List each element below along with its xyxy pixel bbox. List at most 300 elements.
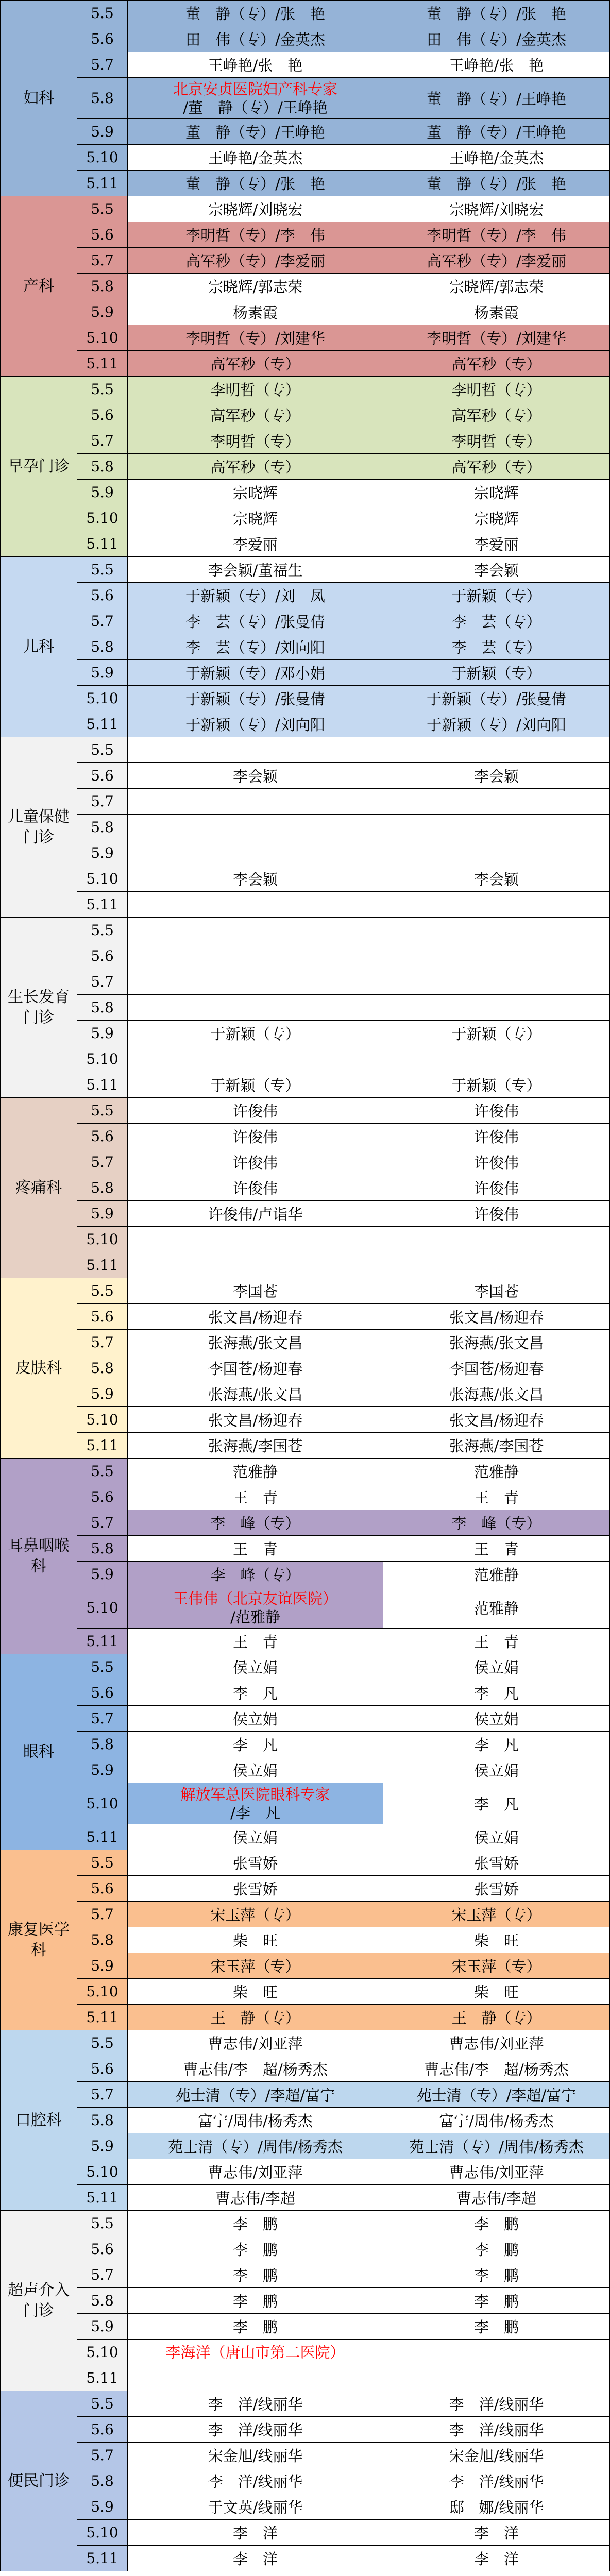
schedule-row [77, 763, 609, 789]
department-name: 康复医学科 [1, 1850, 77, 2030]
schedule-row [77, 737, 609, 763]
morning-cell: 王峥艳/张 艳 [128, 52, 383, 77]
morning-cell: 许俊伟/卢诣华 [128, 1201, 383, 1226]
morning-cell: 李 芸（专）/张曼倩 [128, 608, 383, 634]
date-cell: 5.8 [77, 1536, 128, 1561]
schedule-row [77, 1433, 609, 1459]
department-block [1, 196, 609, 377]
morning-cell: 李 峰（专） [128, 1510, 383, 1535]
morning-cell: 曹志伟/李超 [128, 2185, 383, 2210]
morning-cell: 宋金旭/线丽华 [128, 2443, 383, 2468]
schedule-row [77, 1304, 609, 1330]
schedule-row [77, 52, 609, 78]
morning-cell: 李 洋/线丽华 [128, 2417, 383, 2442]
afternoon-cell: 许俊伟 [383, 1175, 609, 1200]
afternoon-cell: 张雪娇 [383, 1876, 609, 1901]
date-cell: 5.10 [77, 1979, 128, 2004]
date-cell: 5.8 [77, 995, 128, 1020]
department-block [1, 1, 609, 196]
afternoon-cell: 宗晓辉 [383, 505, 609, 531]
date-cell: 5.5 [77, 377, 128, 402]
date-cell: 5.7 [77, 789, 128, 814]
afternoon-cell: 李明哲（专）/李 伟 [383, 222, 609, 247]
afternoon-cell: 董 静（专）/王峥艳 [383, 78, 609, 118]
afternoon-cell: 曹志伟/李 超/杨秀杰 [383, 2056, 609, 2081]
date-cell: 5.6 [77, 2056, 128, 2081]
date-cell: 5.6 [77, 1124, 128, 1149]
morning-cell: 于新颖（专）/刘 凤 [128, 583, 383, 608]
schedule-row [77, 26, 609, 52]
schedule-row [77, 222, 609, 248]
department-block [1, 737, 609, 918]
afternoon-cell: 范雅静 [383, 1562, 609, 1587]
schedule-row [77, 1824, 609, 1850]
afternoon-cell [383, 789, 609, 814]
department-block [1, 1098, 609, 1278]
date-cell: 5.10 [77, 686, 128, 711]
schedule-row [77, 1510, 609, 1536]
schedule-row [77, 1278, 609, 1304]
date-cell: 5.7 [77, 2443, 128, 2468]
afternoon-cell: 苑士清（专）/周伟/杨秀杰 [383, 2133, 609, 2159]
schedule-row [77, 2159, 609, 2185]
date-cell: 5.7 [77, 248, 128, 273]
date-cell: 5.5 [77, 1278, 128, 1303]
morning-cell [128, 737, 383, 762]
morning-cell: 李 鹏 [128, 2314, 383, 2339]
afternoon-cell: 侯立娟 [383, 1757, 609, 1783]
afternoon-cell [383, 1046, 609, 1072]
afternoon-cell: 曹志伟/刘亚萍 [383, 2159, 609, 2184]
schedule-row [77, 1680, 609, 1706]
morning-cell: 侯立娟 [128, 1824, 383, 1850]
schedule-row [77, 866, 609, 892]
morning-cell: 侯立娟 [128, 1757, 383, 1783]
date-cell: 5.9 [77, 2314, 128, 2339]
department-name: 妇科 [1, 1, 77, 196]
date-cell: 5.10 [77, 325, 128, 350]
morning-cell: 李 洋/线丽华 [128, 2391, 383, 2416]
department-rows [77, 1278, 609, 1459]
schedule-row [77, 1850, 609, 1876]
morning-cell [128, 892, 383, 917]
department-block [1, 1278, 609, 1459]
schedule-row [77, 299, 609, 325]
date-cell: 5.6 [77, 222, 128, 247]
morning-cell: 许俊伟 [128, 1098, 383, 1123]
morning-cell [128, 918, 383, 943]
morning-cell: 侯立娟 [128, 1706, 383, 1731]
schedule-row [77, 428, 609, 454]
morning-cell: 于文英/线丽华 [128, 2494, 383, 2519]
afternoon-cell: 宋玉萍（专） [383, 1902, 609, 1927]
department-name: 儿童保健门诊 [1, 737, 77, 918]
morning-cell: 许俊伟 [128, 1175, 383, 1200]
morning-cell: 张雪娇 [128, 1850, 383, 1875]
visiting-expert-line: 北京安贞医院妇产科专家 [173, 80, 337, 98]
date-cell: 5.7 [77, 428, 128, 453]
schedule-row [77, 1381, 609, 1407]
afternoon-cell: 许俊伟 [383, 1201, 609, 1226]
schedule-row [77, 2262, 609, 2288]
afternoon-cell: 李明哲（专） [383, 428, 609, 453]
morning-cell: 苑士清（专）/李超/富宁 [128, 2082, 383, 2107]
schedule-row [77, 789, 609, 815]
department-name: 皮肤科 [1, 1278, 77, 1459]
morning-cell: 富宁/周伟/杨秀杰 [128, 2108, 383, 2133]
schedule-row [77, 2546, 609, 2571]
date-cell: 5.8 [77, 454, 128, 479]
morning-cell: 宋玉萍（专） [128, 1902, 383, 1927]
department-name: 眼科 [1, 1654, 77, 1850]
morning-cell: 王 青 [128, 1484, 383, 1510]
afternoon-cell: 张海燕/张文昌 [383, 1381, 609, 1406]
afternoon-cell: 曹志伟/刘亚萍 [383, 2030, 609, 2056]
morning-cell: 王 青 [128, 1629, 383, 1654]
schedule-row [77, 1536, 609, 1562]
date-cell: 5.11 [77, 531, 128, 556]
department-rows [77, 737, 609, 918]
schedule-row [77, 583, 609, 608]
date-cell: 5.8 [77, 2288, 128, 2313]
morning-cell: 柴 旺 [128, 1979, 383, 2004]
date-cell: 5.9 [77, 1757, 128, 1783]
schedule-row [77, 1098, 609, 1124]
afternoon-cell: 李 洋 [383, 2520, 609, 2545]
afternoon-cell: 李 鹏 [383, 2288, 609, 2313]
morning-cell: 田 伟（专）/金英杰 [128, 26, 383, 52]
schedule-row [77, 2314, 609, 2340]
department-rows [77, 1654, 609, 1850]
afternoon-cell: 曹志伟/李超 [383, 2185, 609, 2210]
afternoon-cell: 于新颖（专）/刘向阳 [383, 711, 609, 737]
department-block [1, 1459, 609, 1654]
morning-cell: 李国苍 [128, 1278, 383, 1303]
date-cell: 5.5 [77, 2030, 128, 2056]
afternoon-cell: 侯立娟 [383, 1706, 609, 1731]
date-cell: 5.6 [77, 26, 128, 52]
schedule-row [77, 454, 609, 480]
morning-cell: 许俊伟 [128, 1124, 383, 1149]
afternoon-cell: 宋玉萍（专） [383, 1953, 609, 1978]
schedule-row [77, 171, 609, 196]
date-cell: 5.5 [77, 1098, 128, 1123]
cell-line: /董 静（专）/王峥艳 [183, 98, 328, 116]
morning-cell: 李会颖 [128, 763, 383, 788]
afternoon-cell: 于新颖（专） [383, 583, 609, 608]
date-cell: 5.10 [77, 1046, 128, 1072]
department-name: 生长发育门诊 [1, 918, 77, 1098]
afternoon-cell: 李会颖 [383, 763, 609, 788]
afternoon-cell: 富宁/周伟/杨秀杰 [383, 2108, 609, 2133]
afternoon-cell: 宋金旭/线丽华 [383, 2443, 609, 2468]
morning-cell: 曹志伟/刘亚萍 [128, 2030, 383, 2056]
morning-cell: 于新颖（专）/张曼倩 [128, 686, 383, 711]
department-block [1, 1850, 609, 2030]
schedule-row [77, 351, 609, 377]
department-rows [77, 918, 609, 1098]
morning-cell: 曹志伟/刘亚萍 [128, 2159, 383, 2184]
schedule-row [77, 2185, 609, 2211]
date-cell: 5.6 [77, 1304, 128, 1329]
visiting-expert-line: 李海洋（唐山市第二医院） [165, 2343, 345, 2361]
date-cell: 5.5 [77, 737, 128, 762]
morning-cell [128, 943, 383, 969]
schedule-row [77, 1149, 609, 1175]
morning-cell: 李会颖 [128, 866, 383, 891]
afternoon-cell: 高军秒（专） [383, 454, 609, 479]
afternoon-cell: 李会颖 [383, 557, 609, 582]
department-rows [77, 196, 609, 377]
afternoon-cell: 李 凡 [383, 1732, 609, 1757]
morning-cell: 柴 旺 [128, 1927, 383, 1953]
date-cell: 5.5 [77, 196, 128, 222]
morning-cell: 王 静（专） [128, 2005, 383, 2030]
schedule-row [77, 1706, 609, 1732]
morning-cell: 李 芸（专）/刘向阳 [128, 634, 383, 659]
afternoon-cell: 李 洋/线丽华 [383, 2391, 609, 2416]
morning-cell: 董 静（专）/张 艳 [128, 171, 383, 196]
morning-cell: 董 静（专）/王峥艳 [128, 119, 383, 144]
afternoon-cell: 柴 旺 [383, 1927, 609, 1953]
morning-cell: 李 凡 [128, 1680, 383, 1705]
morning-cell: 王 青 [128, 1536, 383, 1561]
date-cell: 5.11 [77, 1433, 128, 1458]
department-rows [77, 1459, 609, 1654]
schedule-row [77, 1124, 609, 1149]
morning-cell: 李明哲（专）/刘建华 [128, 325, 383, 350]
morning-cell: 于新颖（专）/刘向阳 [128, 711, 383, 737]
department-block [1, 1654, 609, 1850]
schedule-row [77, 402, 609, 428]
schedule-row [77, 119, 609, 145]
afternoon-cell: 李 芸（专） [383, 634, 609, 659]
schedule-row [77, 1072, 609, 1098]
schedule-row [77, 1330, 609, 1355]
date-cell: 5.9 [77, 1953, 128, 1978]
morning-cell: 苑士清（专）/周伟/杨秀杰 [128, 2133, 383, 2159]
morning-cell: 张雪娇 [128, 1876, 383, 1901]
date-cell: 5.7 [77, 2262, 128, 2287]
schedule-row [77, 145, 609, 171]
afternoon-cell: 董 静（专）/张 艳 [383, 1, 609, 26]
afternoon-cell [383, 969, 609, 994]
schedule-row [77, 686, 609, 711]
morning-cell: 侯立娟 [128, 1654, 383, 1680]
department-name: 便民门诊 [1, 2391, 77, 2571]
schedule-row [77, 918, 609, 943]
morning-cell: 张海燕/张文昌 [128, 1330, 383, 1355]
morning-cell: 李 鹏 [128, 2262, 383, 2287]
date-cell: 5.10 [77, 1783, 128, 1824]
date-cell: 5.8 [77, 274, 128, 299]
morning-cell: 李 鹏 [128, 2211, 383, 2236]
afternoon-cell: 王峥艳/金英杰 [383, 145, 609, 170]
morning-cell: 宗晓辉 [128, 480, 383, 505]
morning-cell: 李 洋 [128, 2546, 383, 2571]
department-rows [77, 1098, 609, 1278]
afternoon-cell: 李 凡 [383, 1783, 609, 1824]
date-cell: 5.9 [77, 1381, 128, 1406]
schedule-row [77, 1757, 609, 1783]
department-name: 儿科 [1, 557, 77, 737]
afternoon-cell [383, 918, 609, 943]
afternoon-cell: 田 伟（专）/金英杰 [383, 26, 609, 52]
morning-cell: 许俊伟 [128, 1149, 383, 1175]
morning-cell: 李会颖/董福生 [128, 557, 383, 582]
date-cell: 5.10 [77, 2520, 128, 2545]
department-rows [77, 2030, 609, 2211]
visiting-expert-line: 王伟伟（北京友谊医院） [173, 1589, 337, 1607]
date-cell: 5.10 [77, 505, 128, 531]
afternoon-cell: 许俊伟 [383, 1124, 609, 1149]
schedule-row [77, 815, 609, 840]
schedule-row [77, 377, 609, 402]
afternoon-cell [383, 815, 609, 840]
schedule-row [77, 1953, 609, 1979]
afternoon-cell: 高军秒（专） [383, 351, 609, 376]
morning-cell: 张文昌/杨迎春 [128, 1304, 383, 1329]
schedule-row [77, 840, 609, 866]
schedule-row [77, 325, 609, 351]
date-cell: 5.6 [77, 1876, 128, 1901]
date-cell: 5.8 [77, 2108, 128, 2133]
morning-cell: 李爱丽 [128, 531, 383, 556]
date-cell: 5.8 [77, 78, 128, 118]
date-cell: 5.9 [77, 1021, 128, 1046]
department-rows [77, 557, 609, 737]
schedule-row [77, 711, 609, 737]
date-cell: 5.8 [77, 2468, 128, 2494]
afternoon-cell: 高军秒（专） [383, 402, 609, 428]
schedule-row [77, 1902, 609, 1927]
date-cell: 5.7 [77, 1706, 128, 1731]
schedule-row [77, 2211, 609, 2236]
date-cell: 5.8 [77, 634, 128, 659]
date-cell: 5.9 [77, 480, 128, 505]
schedule-row [77, 1587, 609, 1629]
afternoon-cell: 侯立娟 [383, 1824, 609, 1850]
date-cell: 5.8 [77, 1355, 128, 1381]
afternoon-cell: 张雪娇 [383, 1850, 609, 1875]
schedule-row [77, 505, 609, 531]
morning-cell [128, 995, 383, 1020]
afternoon-cell: 董 静（专）/张 艳 [383, 171, 609, 196]
department-name: 超声介入门诊 [1, 2211, 77, 2391]
afternoon-cell: 高军秒（专）/李爱丽 [383, 248, 609, 273]
morning-cell: 张海燕/张文昌 [128, 1381, 383, 1406]
morning-cell: 董 静（专）/张 艳 [128, 1, 383, 26]
afternoon-cell: 张海燕/李国苍 [383, 1433, 609, 1458]
morning-cell: 于新颖（专） [128, 1072, 383, 1097]
afternoon-cell: 王 青 [383, 1536, 609, 1561]
date-cell: 5.6 [77, 402, 128, 428]
morning-cell: 杨素霞 [128, 299, 383, 325]
department-name: 口腔科 [1, 2030, 77, 2211]
schedule-row [77, 2236, 609, 2262]
afternoon-cell [383, 1227, 609, 1252]
department-block [1, 2030, 609, 2211]
date-cell: 5.11 [77, 351, 128, 376]
date-cell: 5.6 [77, 2417, 128, 2442]
department-rows [77, 1, 609, 196]
date-cell: 5.11 [77, 1252, 128, 1278]
schedule-row [77, 1732, 609, 1757]
footnote [0, 2571, 610, 2576]
schedule-row [77, 943, 609, 969]
morning-cell: 李明哲（专） [128, 377, 383, 402]
date-cell: 5.10 [77, 2340, 128, 2365]
department-block [1, 377, 609, 557]
afternoon-cell [383, 2340, 609, 2365]
date-cell: 5.6 [77, 763, 128, 788]
afternoon-cell: 范雅静 [383, 1587, 609, 1628]
afternoon-cell: 张海燕/张文昌 [383, 1330, 609, 1355]
afternoon-cell [383, 2365, 609, 2391]
afternoon-cell: 李 鹏 [383, 2314, 609, 2339]
morning-cell [128, 1587, 383, 1628]
morning-cell: 高军秒（专） [128, 351, 383, 376]
afternoon-cell: 李爱丽 [383, 531, 609, 556]
morning-cell: 曹志伟/李 超/杨秀杰 [128, 2056, 383, 2081]
morning-cell: 李明哲（专）/李 伟 [128, 222, 383, 247]
date-cell: 5.11 [77, 2365, 128, 2391]
date-cell: 5.11 [77, 711, 128, 737]
morning-cell: 张海燕/李国苍 [128, 1433, 383, 1458]
schedule-row [77, 1175, 609, 1201]
date-cell: 5.7 [77, 2082, 128, 2107]
date-cell: 5.6 [77, 2236, 128, 2262]
morning-cell [128, 2365, 383, 2391]
date-cell: 5.9 [77, 840, 128, 866]
date-cell: 5.8 [77, 815, 128, 840]
afternoon-cell: 李 洋/线丽华 [383, 2468, 609, 2494]
date-cell: 5.5 [77, 1850, 128, 1875]
morning-cell: 于新颖（专） [128, 1021, 383, 1046]
afternoon-cell: 王 青 [383, 1484, 609, 1510]
schedule-row [77, 1227, 609, 1252]
afternoon-cell: 于新颖（专） [383, 1021, 609, 1046]
date-cell: 5.9 [77, 660, 128, 685]
morning-cell: 李 鹏 [128, 2288, 383, 2313]
morning-cell: 李明哲（专） [128, 428, 383, 453]
date-cell: 5.11 [77, 2546, 128, 2571]
date-cell: 5.10 [77, 145, 128, 170]
morning-cell [128, 840, 383, 866]
schedule-row [77, 892, 609, 918]
schedule-row [77, 634, 609, 660]
schedule-row [77, 2520, 609, 2546]
date-cell: 5.10 [77, 1407, 128, 1432]
schedule-row [77, 78, 609, 119]
date-cell: 5.10 [77, 866, 128, 891]
afternoon-cell: 柴 旺 [383, 1979, 609, 2004]
afternoon-cell [383, 737, 609, 762]
schedule-row [77, 1876, 609, 1902]
morning-cell: 高军秒（专） [128, 454, 383, 479]
morning-cell: 宋玉萍（专） [128, 1953, 383, 1978]
morning-cell [128, 1783, 383, 1824]
schedule-row [77, 2417, 609, 2443]
schedule-row [77, 995, 609, 1021]
department-rows [77, 2391, 609, 2571]
date-cell: 5.8 [77, 1927, 128, 1953]
schedule-row [77, 2056, 609, 2082]
schedule-row [77, 608, 609, 634]
afternoon-cell: 许俊伟 [383, 1149, 609, 1175]
schedule-row [77, 1562, 609, 1587]
morning-cell [128, 789, 383, 814]
